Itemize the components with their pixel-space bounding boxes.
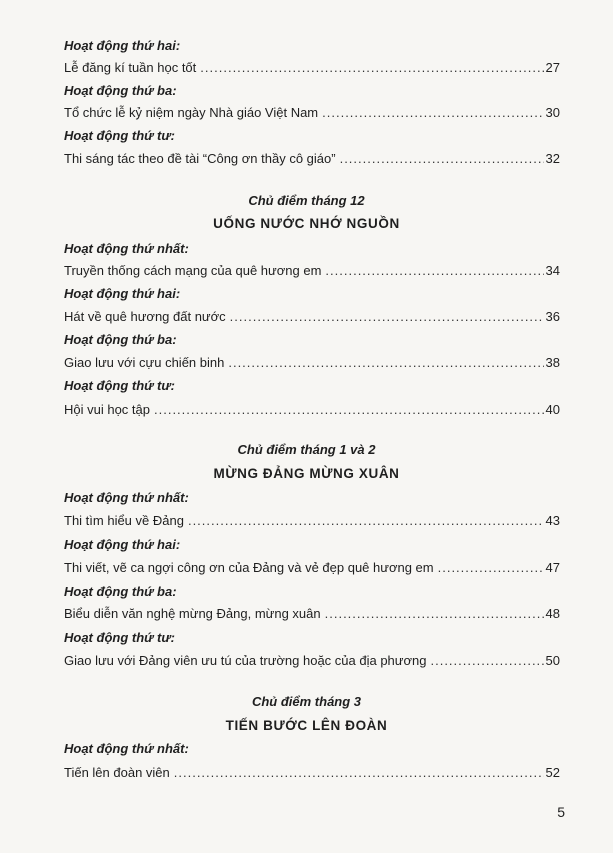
entry-title: Thi viết, vẽ ca ngợi công ơn của Đảng và vẻ đẹp quê hương em bbox=[64, 560, 434, 575]
entry-page: 38 bbox=[545, 355, 560, 370]
dot-leader bbox=[325, 606, 544, 621]
toc-entry bbox=[64, 402, 560, 417]
entry-title: Tổ chức lễ kỷ niệm ngày Nhà giáo Việt Nam bbox=[64, 105, 319, 120]
dot-leader bbox=[154, 402, 544, 417]
section-label: Chủ điểm tháng 12 bbox=[248, 193, 365, 208]
dot-leader bbox=[228, 355, 543, 370]
entry-page: 40 bbox=[545, 402, 560, 417]
activity-heading: Hoạt động thứ tư: bbox=[64, 630, 175, 645]
entry-title: Truyền thống cách mạng của quê hương em bbox=[64, 263, 322, 278]
entry-title: Thi tìm hiểu về Đảng bbox=[64, 513, 184, 528]
activity-heading: Hoạt động thứ nhất: bbox=[64, 241, 189, 256]
entry-title: Lễ đăng kí tuần học tốt bbox=[64, 60, 197, 75]
dot-leader bbox=[174, 765, 544, 780]
activity-heading: Hoạt động thứ nhất: bbox=[64, 490, 189, 505]
dot-leader bbox=[430, 653, 543, 668]
toc-entry bbox=[64, 60, 560, 75]
activity-heading: Hoạt động thứ tư: bbox=[64, 128, 175, 143]
section-title: UỐNG NƯỚC NHỚ NGUỒN bbox=[213, 216, 400, 231]
activity-heading: Hoạt động thứ hai: bbox=[64, 537, 181, 552]
activity-heading: Hoạt động thứ ba: bbox=[64, 83, 177, 98]
entry-title: Biểu diễn văn nghệ mừng Đảng, mừng xuân bbox=[64, 606, 321, 621]
toc-entry bbox=[64, 105, 560, 120]
activity-heading: Hoạt động thứ hai: bbox=[64, 38, 181, 53]
dot-leader bbox=[325, 263, 543, 278]
activity-heading: Hoạt động thứ tư: bbox=[64, 378, 175, 393]
entry-page: 43 bbox=[545, 513, 560, 528]
section-label: Chủ điểm tháng 1 và 2 bbox=[237, 442, 376, 457]
dot-leader bbox=[340, 151, 544, 166]
activity-heading: Hoạt động thứ hai: bbox=[64, 286, 181, 301]
entry-page: 50 bbox=[545, 653, 560, 668]
entry-title: Tiến lên đoàn viên bbox=[64, 765, 170, 780]
toc-entry bbox=[64, 653, 560, 668]
dot-leader bbox=[200, 60, 543, 75]
page-number: 5 bbox=[557, 804, 565, 820]
dot-leader bbox=[322, 105, 543, 120]
activity-heading: Hoạt động thứ nhất: bbox=[64, 741, 189, 756]
entry-page: 32 bbox=[545, 151, 560, 166]
entry-title: Hội vui học tập bbox=[64, 402, 150, 417]
toc-entry bbox=[64, 513, 560, 528]
dot-leader bbox=[438, 560, 544, 575]
activity-heading: Hoạt động thứ ba: bbox=[64, 584, 177, 599]
entry-title: Hát về quê hương đất nước bbox=[64, 309, 226, 324]
section-label: Chủ điểm tháng 3 bbox=[251, 694, 362, 709]
dot-leader bbox=[188, 513, 544, 528]
toc-entry bbox=[64, 765, 560, 780]
entry-page: 48 bbox=[545, 606, 560, 621]
toc-entry bbox=[64, 560, 560, 575]
entry-page: 52 bbox=[545, 765, 560, 780]
entry-page: 30 bbox=[545, 105, 560, 120]
entry-title: Giao lưu với cựu chiến binh bbox=[64, 355, 225, 370]
entry-page: 27 bbox=[545, 60, 560, 75]
entry-title: Thi sáng tác theo đề tài “Công ơn thầy cô giáo” bbox=[64, 151, 336, 166]
dot-leader bbox=[230, 309, 544, 324]
toc-entry bbox=[64, 606, 560, 621]
toc-entry bbox=[64, 355, 560, 370]
section-title: MỪNG ĐẢNG MỪNG XUÂN bbox=[213, 466, 400, 481]
entry-title: Giao lưu với Đảng viên ưu tú của trường hoặc của địa phương bbox=[64, 653, 427, 668]
entry-page: 47 bbox=[545, 560, 560, 575]
toc-entry bbox=[64, 309, 560, 324]
entry-page: 34 bbox=[545, 263, 560, 278]
toc-entry bbox=[64, 151, 560, 166]
activity-heading: Hoạt động thứ ba: bbox=[64, 332, 177, 347]
toc-entry bbox=[64, 263, 560, 278]
section-title: TIẾN BƯỚC LÊN ĐOÀN bbox=[225, 718, 388, 733]
entry-page: 36 bbox=[545, 309, 560, 324]
